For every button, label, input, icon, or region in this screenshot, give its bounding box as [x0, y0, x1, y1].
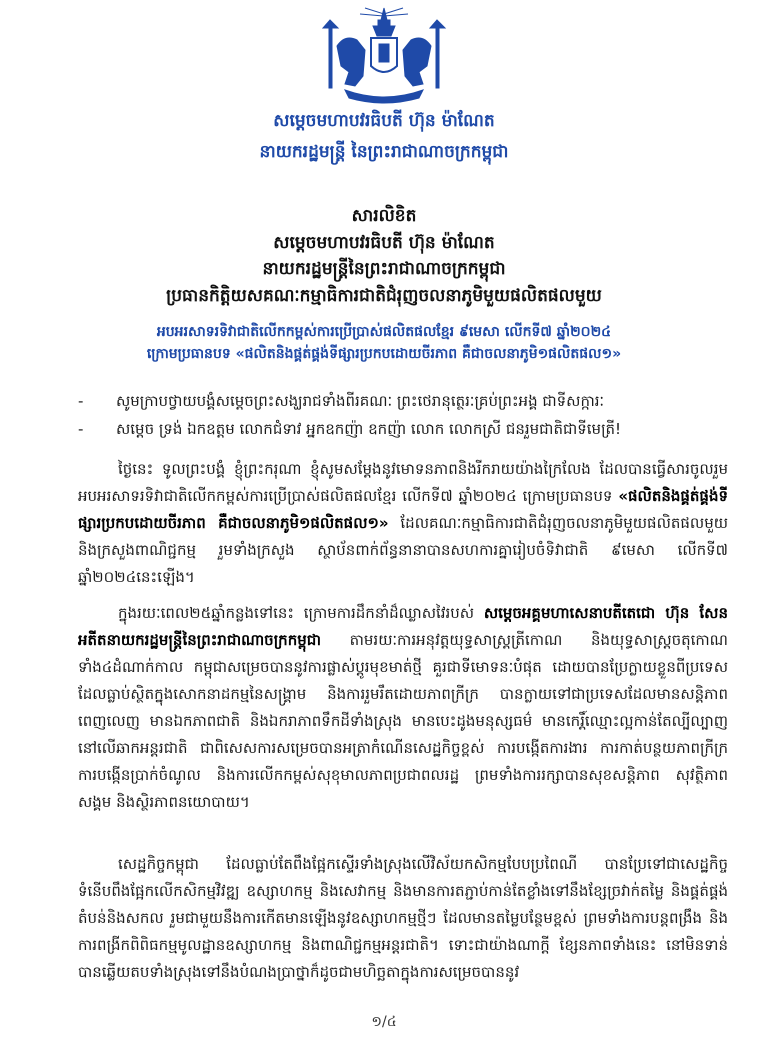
salutation-item [78, 389, 718, 413]
paragraph-1-text-a: ថ្ងៃនេះ ទូលព្រះបង្គំ ខ្ញុំព្រះករុណា ខ្ញុំសូមសម្តែងនូវមោទនភាពនិងរីករាយយ៉ាងក្រៃលែង ដែលបានធ្វើសារចូលរួមអបអរសាទរទិវាជាតិលើកកម្ពស់ការប្រើប្រាស់ផលិតផលខ្មែរ លើកទី៧ ឆ្នាំ២០២៤ ក្រោមប្រធានបទ [78, 460, 728, 505]
document-title: សារលិខិត [351, 206, 417, 226]
header-name: សម្តេចមហាបវរធិបតី ហ៊ុន ម៉ាណែត [273, 111, 495, 131]
salutation-item [78, 417, 718, 441]
paragraph-2 [78, 600, 728, 810]
title-author: សម្តេចមហាបវរធិបតី ហ៊ុន ម៉ាណែត [273, 233, 495, 253]
title-honorary-role: ប្រធានកិត្តិយសគណៈកម្មាធិការជាតិជំរុញចលនាភូមិមួយផលិតផលមួយ [166, 286, 602, 306]
paragraph-2-leader: សម្តេចអគ្គមហាសេនាបតីតេជោ ហ៊ុន សែន អតីតនាយករដ្ឋមន្ត្រីនៃព្រះរាជាណាចក្រកម្ពុជា [78, 604, 728, 649]
paragraph-1-theme: «ផលិតនិងផ្គត់ផ្គង់ទីផ្សារប្រកបដោយចីរភាព គឺជាចលនាភូមិ១ផលិតផល១» [78, 487, 728, 532]
paragraph-1 [78, 456, 728, 584]
salutation-list [78, 389, 718, 445]
page-number: ១/៤ [371, 1014, 397, 1030]
paragraph-1-text-c: ដែលគណៈកម្មាធិការជាតិជំរុញចលនាភូមិមួយផលិតផលមួយ និងក្រសួងពាណិជ្ជកម្ម រួមទាំងក្រសួង ស្ថាប័នពាក់ព័ន្ធនានាបានសហការគ្នារៀបចំទិវាជាតិ ៩មេសា លើកទី៧ ឆ្នាំ២០២៤នេះឡើង។ [78, 514, 728, 586]
title-theme: ក្រោមប្រធានបទ «ផលិតនិងផ្គត់ផ្គង់ទីផ្សារប្រកបដោយចីរភាព គឺជាចលនាភូមិ១ផលិតផល១» [146, 346, 622, 362]
royal-emblem-icon [315, 6, 453, 106]
bullet-dash: - [78, 420, 84, 438]
salutation-text: សូមក្រាបថ្វាយបង្គំសម្តេចព្រះសង្ឃរាជទាំងពីរគណៈ ព្រះថេរានុត្ថេរៈគ្រប់ព្រះអង្គ ជាទីសក្ការៈ [116, 392, 605, 410]
bullet-dash: - [78, 392, 84, 410]
header-position: នាយករដ្ឋមន្ត្រី នៃព្រះរាជាណាចក្រកម្ពុជា [259, 142, 509, 162]
title-position: នាយករដ្ឋមន្ត្រីនៃព្រះរាជាណាចក្រកម្ពុជា [262, 259, 506, 279]
paragraph-3-text: សេដ្ឋកិច្ចកម្ពុជា ដែលធ្លាប់តែពឹងផ្អែកស្ទើរទាំងស្រុងលើវិស័យកសិកម្មបែបប្រពៃណី បានប្រែទៅជាសេដ្ឋកិច្ចទំនើបពឹងផ្អែកលើកសិកម្មវិវឌ្ឍ ឧស្សាហកម្ម និងសេវាកម្ម និងមានការតភ្ជាប់កាន់តែខ្លាំងទៅនឹងខ្សែច្រវាក់តម្លៃ និងផ្គត់ផ្គង់តំបន់និងសកល រួមជាមួយនឹងការកើតមានឡើងនូវឧស្សាហកម្មថ្មីៗ ដែលមានតម្លៃបន្ថែមខ្ពស់ ព្រមទាំងការបន្តពង្រឹង និងការពង្រីកពិពិធកម្មមូលដ្ឋានឧស្សាហកម្ម និងពាណិជ្ជកម្មអន្តរជាតិ។ ទោះជាយ៉ាងណាក្តី ខ្សែនភាពទាំងនេះ នៅមិនទាន់បានឆ្លើយតបទាំងស្រុងទៅនឹងបំណងប្រាថ្នាក៏ដូចជាមហិច្ឆតាក្នុងការសម្រេចបាននូវ [78, 855, 728, 981]
paragraph-2-text-c: តាមរយៈការអនុវត្តយុទ្ធសាស្ត្រត្រីកោណ និងយុទ្ធសាស្ត្រចតុកោណទាំង៤ដំណាក់កាល កម្ពុជាសម្រេចបាននូវការផ្លាស់ប្តូរមុខមាត់ថ្មី គួរជាទីមោទនៈបំផុត ដោយបានប្រែក្លាយខ្លួនពីប្រទេសដែលធ្លាប់ស្ថិតក្នុងសោកនាដកម្មនៃសង្គ្រាម និងការរួមរឹតដោយភាពក្រីក្រ បានក្លាយទៅជាប្រទេសដែលមានសន្តិភាពពេញលេញ មានឯកភាពជាតិ និងឯករាភាពទឹកដីទាំងស្រុង មានបេះដូងមនុស្សធម៌ មានកេរ្តិ៍ឈ្មោះល្អកាន់តែល្បីល្បាញនៅលើឆាកអន្តរជាតិ ជាពិសេសការសម្រេចបានអត្រាកំណើនសេដ្ឋកិច្ចខ្ពស់ ការបង្កើតការងារ ការកាត់បន្ថយភាពក្រីក្រ ការបង្កើនប្រាក់ចំណូល និងការលើកកម្ពស់សុខុមាលភាពប្រជាពលរដ្ឋ ព្រមទាំងការរក្សាបានសុខសន្តិភាព សុវត្ថិភាពសង្គម និងស្ថិរភាពនយោបាយ។ [78, 631, 728, 811]
paragraph-2-text-a: ក្នុងរយៈពេល២៥ឆ្នាំកន្លងទៅនេះ ក្រោមការដឹកនាំដ៏ឈ្លាសវៃរបស់ [118, 604, 484, 622]
title-occasion: អបអរសាទរទិវាជាតិលើកកម្ពស់ការប្រើប្រាស់ផលិតផលខ្មែរ ៩មេសា លើកទី៧ ឆ្នាំ២០២៤ [156, 324, 612, 340]
salutation-text: សម្តេច ទ្រង់ ឯកឧត្តម លោកជំទាវ អ្នកឧកញ៉ា ឧកញ៉ា លោក លោកស្រី ជនរួមជាតិជាទីមេត្រី! [116, 420, 622, 438]
paragraph-3 [78, 851, 728, 1001]
